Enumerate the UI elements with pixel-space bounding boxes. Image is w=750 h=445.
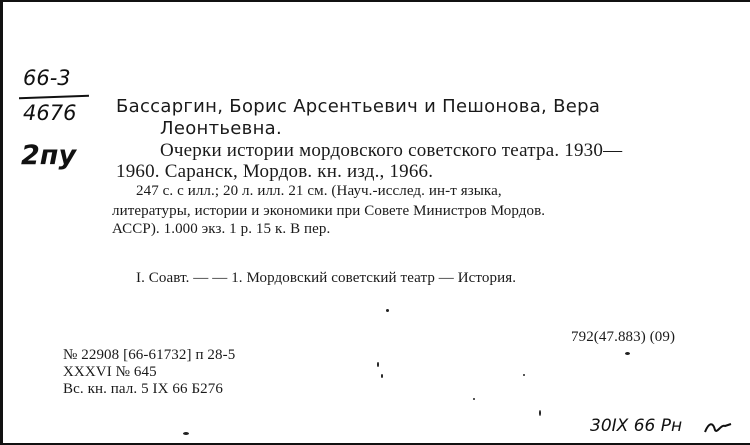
scan-speck (625, 352, 630, 355)
scan-speck (386, 309, 389, 312)
series-line: XXXVI № 645 (63, 364, 157, 380)
handwritten-mark-left: 2пу (21, 140, 77, 171)
handwritten-code-bottom: 4676 (23, 101, 77, 125)
scan-speck (377, 362, 379, 367)
handwritten-code-top: 66-3 (23, 66, 71, 90)
handwritten-underline (19, 95, 89, 99)
description-line1: 247 с. с илл.; 20 л. илл. 21 см. (Науч.-исслед. ин-т языка, (136, 183, 502, 199)
scan-speck (183, 432, 189, 435)
description-line3: АССР). 1.000 экз. 1 р. 15 к. В пер. (112, 221, 331, 237)
scan-speck (523, 374, 525, 376)
handwritten-mark-bottom-right: 30IX 66 Pн (590, 416, 683, 436)
card-number-line: № 22908 [66-61732] п 28-5 (63, 347, 236, 363)
title-line2: 1960. Саранск, Мордов. кн. изд., 1966. (116, 161, 434, 182)
scan-speck (539, 410, 541, 416)
title-line1: Очерки истории мордовского советского театра. 1930— (160, 140, 623, 161)
scan-speck (381, 374, 383, 378)
author-heading-line2: Леонтьевна. (160, 118, 282, 139)
description-line2: литературы, истории и экономики при Совете Министров Мордов. (112, 203, 546, 219)
scan-speck (473, 398, 475, 400)
classification-number: 792(47.883) (09) (571, 329, 676, 345)
tracing-line: I. Соавт. — — 1. Мордовский советский театр — История. (136, 270, 517, 286)
handwritten-scribble (703, 420, 733, 436)
author-heading-line1: Бассаргин, Борис Арсентьевич и Пешонова, Вера (116, 96, 601, 117)
chamber-line: Вс. кн. пал. 5 IX 66 Б276 (63, 381, 223, 397)
